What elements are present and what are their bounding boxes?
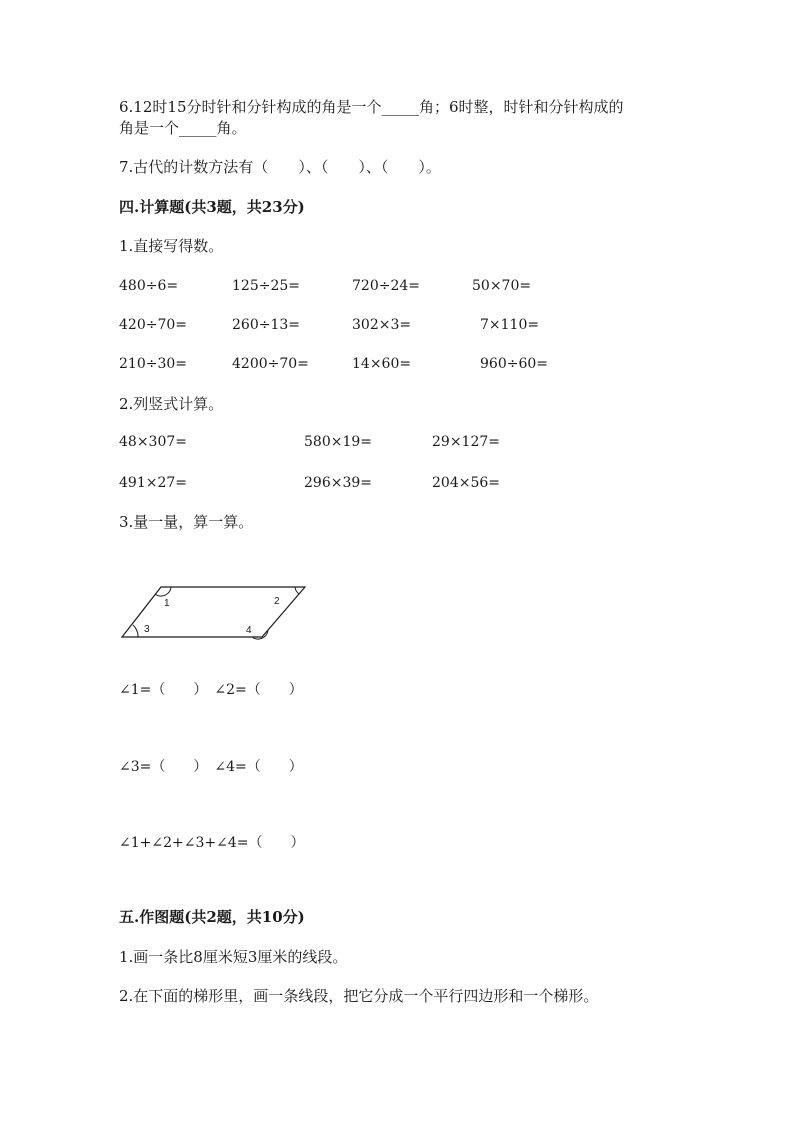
angle-2-arc [295,587,299,594]
q2-cell: 29×127= [432,434,500,450]
angle-4-arc [252,630,268,639]
q6-line-1: 6.12时15分时针和分针构成的角是一个_____角；6时整，时针和分针构成的 [119,98,624,116]
q1-cell: 302×3= [352,317,412,333]
q1-cell: 125÷25= [232,278,300,294]
angle-label-2: 2 [274,596,280,607]
q1-cell: 720÷24= [352,278,420,294]
section-4-heading: 四.计算题(共3题，共23分) [119,198,305,216]
section-5-q1: 1.画一条比8厘米短3厘米的线段。 [119,948,348,966]
q1-cell: 7×110= [480,317,540,333]
angle-label-3: 3 [144,624,150,635]
angle-answer-line-3: ∠1+∠2+∠3+∠4=（ ） [119,835,305,851]
angle-3-arc [133,625,138,637]
q2-cell: 296×39= [304,475,372,491]
angle-answer-line-1: ∠1=（ ） ∠2=（ ） [119,682,303,698]
parallelogram-figure [118,582,312,644]
q2-cell: 580×19= [304,434,372,450]
section-4-q2-title: 2.列竖式计算。 [119,395,224,413]
q2-cell: 48×307= [119,434,187,450]
q1-cell: 420÷70= [119,317,187,333]
q1-cell: 50×70= [472,278,532,294]
q1-cell: 14×60= [352,356,412,372]
section-4-q1-title: 1.直接写得数。 [119,237,224,255]
q1-cell: 480÷6= [119,278,179,294]
q2-cell: 491×27= [119,475,187,491]
section-4-q3-title: 3.量一量，算一算。 [119,513,254,531]
q7-text: 7.古代的计数方法有（ ）、（ ）、（ ）。 [119,158,441,176]
q2-cell: 204×56= [432,475,500,491]
q1-cell: 4200÷70= [232,356,309,372]
angle-label-1: 1 [164,598,170,609]
angle-label-4: 4 [246,625,252,636]
q1-cell: 210÷30= [119,356,187,372]
section-5-q2: 2.在下面的梯形里，画一条线段，把它分成一个平行四边形和一个梯形。 [119,987,599,1005]
q1-cell: 960÷60= [480,356,548,372]
q6-line-2: 角是一个_____角。 [119,119,247,137]
section-5-heading: 五.作图题(共2题，共10分) [119,908,305,926]
angle-answer-line-2: ∠3=（ ） ∠4=（ ） [119,759,303,775]
q1-cell: 260÷13= [232,317,300,333]
